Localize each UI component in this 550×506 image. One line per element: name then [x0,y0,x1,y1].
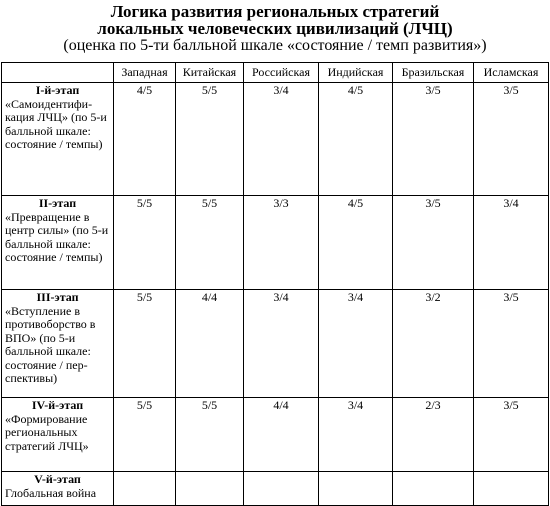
stage-label: I-й-этап [35,83,80,97]
score-cell: 3/4 [319,290,393,398]
score-cell: 4/4 [176,290,244,398]
score-cell: 4/5 [319,196,393,290]
column-header-indian: Индийская [319,63,393,83]
score-cell [319,472,393,506]
stage-label: III-этап [36,290,79,304]
stage-cell [2,472,114,506]
score-cell: 2/3 [393,398,474,472]
score-cell: 3/5 [393,196,474,290]
stage-cell [2,196,114,290]
column-header-brazilian: Бразильская [393,63,474,83]
score-cell: 3/5 [474,290,549,398]
column-header-stage [2,63,114,83]
header-row [2,63,549,83]
score-cell [244,472,319,506]
document-title [0,3,550,55]
score-cell: 4/5 [319,83,393,196]
score-cell: 3/4 [474,196,549,290]
score-cell [393,472,474,506]
score-cell: 3/5 [474,83,549,196]
table-row [2,398,549,472]
score-cell [474,472,549,506]
table-row [2,472,549,506]
column-header-chinese: Китайская [176,63,244,83]
table-row [2,290,549,398]
stage-description: «Вступление в противоборство в ВПО» (по 5-и балльной шкале: состояние / пер-спективы) [5,303,96,385]
score-cell: 5/5 [176,398,244,472]
title-line-1: Логика развития региональных стратегий [110,2,440,21]
score-cell: 3/3 [244,196,319,290]
score-cell: 5/5 [176,196,244,290]
score-cell: 5/5 [176,83,244,196]
score-cell: 4/4 [244,398,319,472]
score-cell: 3/5 [393,83,474,196]
title-line-2: локальных человеческих цивилизаций (ЛЧЦ) [97,19,453,38]
stage-label: II-этап [38,196,77,210]
score-cell: 3/2 [393,290,474,398]
title-line-3: (оценка по 5-ти балльной шкале «состояние / темп развития») [63,37,487,54]
stage-description: «Формирование региональных стратегий ЛЧЦ» [5,411,89,453]
stage-cell [2,83,114,196]
score-cell: 4/5 [114,83,176,196]
stage-label: V-й-этап [34,472,81,486]
score-cell: 5/5 [114,398,176,472]
stage-description: Глобальная война [5,485,97,500]
score-cell [114,472,176,506]
column-header-russian: Российская [244,63,319,83]
stage-label: IV-й-этап [31,398,84,412]
score-cell: 3/5 [474,398,549,472]
stage-description: «Превращение в центр силы» (по 5-и балльной шкале: состояние / темпы) [5,209,109,264]
score-cell [176,472,244,506]
table-row [2,196,549,290]
score-cell: 3/4 [319,398,393,472]
score-cell: 5/5 [114,196,176,290]
column-header-islamic: Исламская [474,63,549,83]
stage-description: «Самоидентифи-кация ЛЧЦ» (по 5-и балльной шкале: состояние / темпы) [5,96,107,151]
score-cell: 5/5 [114,290,176,398]
stage-cell [2,290,114,398]
score-cell: 3/4 [244,83,319,196]
score-cell: 3/4 [244,290,319,398]
column-header-western: Западная [114,63,176,83]
table-row [2,83,549,196]
civilization-strategy-table [1,62,549,506]
stage-cell [2,398,114,472]
